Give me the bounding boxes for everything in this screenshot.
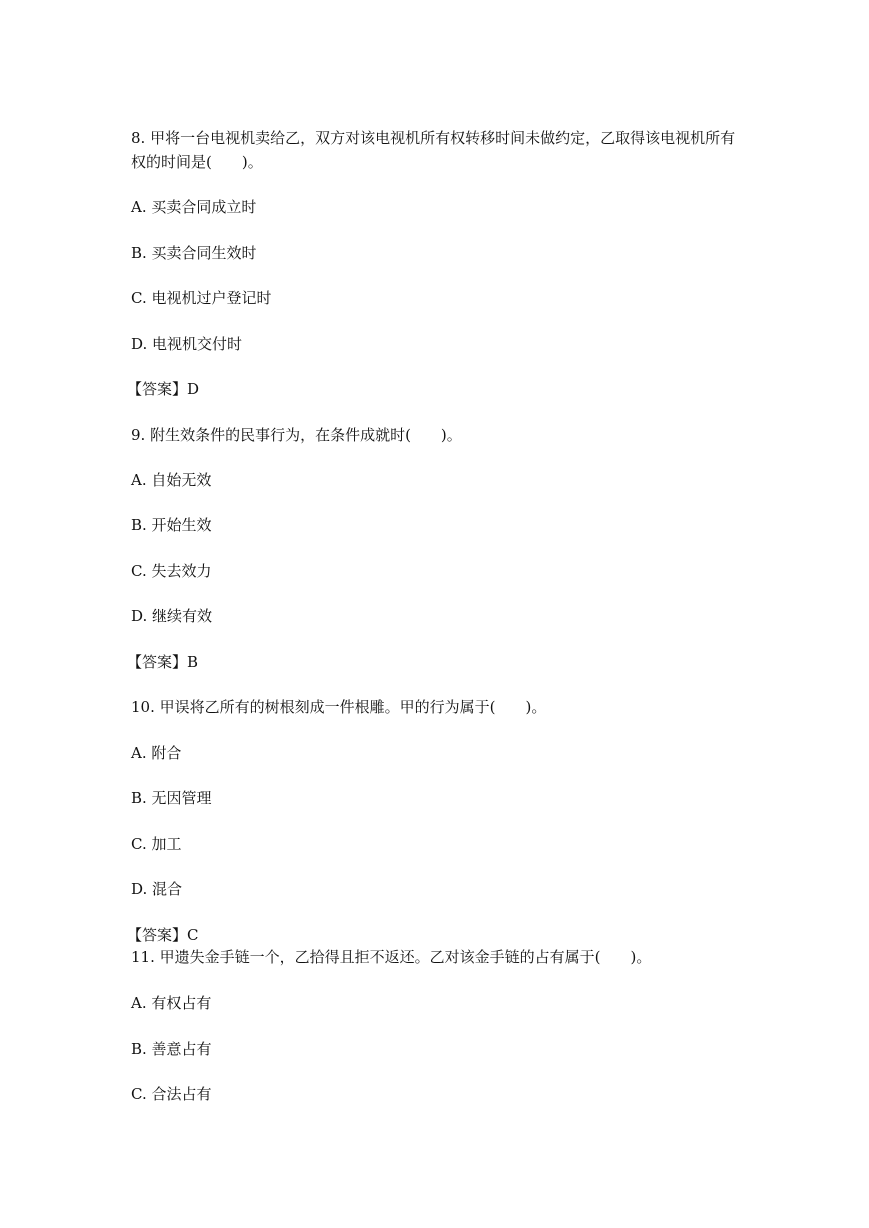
- question-9-answer: 【答案】B: [127, 653, 199, 671]
- question-8-stem-line-1: 8. 甲将一台电视机卖给乙，双方对该电视机所有权转移时间未做约定，乙取得该电视机所有: [131, 129, 736, 147]
- question-11-option-a: A. 有权占有: [131, 994, 212, 1012]
- question-10-option-b: B. 无因管理: [131, 789, 212, 807]
- question-8-stem-line-2: 权的时间是( )。: [131, 153, 263, 171]
- question-8-option-c: C. 电视机过户登记时: [131, 289, 272, 307]
- question-8-option-d: D. 电视机交付时: [131, 335, 243, 353]
- question-10-stem: 10. 甲误将乙所有的树根刻成一件根雕。甲的行为属于( )。: [131, 698, 547, 716]
- question-8-option-b: B. 买卖合同生效时: [131, 244, 257, 262]
- question-11-option-c: C. 合法占有: [131, 1085, 212, 1103]
- question-9-option-c: C. 失去效力: [131, 562, 212, 580]
- question-10-option-c: C. 加工: [131, 835, 182, 853]
- question-10-option-a: A. 附合: [131, 744, 182, 762]
- question-10-answer: 【答案】C: [127, 926, 199, 944]
- question-8-answer: 【答案】D: [127, 380, 200, 398]
- question-9-stem: 9. 附生效条件的民事行为，在条件成就时( )。: [131, 426, 462, 444]
- question-8-option-a: A. 买卖合同成立时: [131, 198, 257, 216]
- question-9-option-b: B. 开始生效: [131, 516, 212, 534]
- question-9-option-d: D. 继续有效: [131, 607, 213, 625]
- question-10-option-d: D. 混合: [131, 880, 183, 898]
- question-11-stem: 11. 甲遗失金手链一个，乙拾得且拒不返还。乙对该金手链的占有属于( )。: [131, 948, 652, 966]
- question-11-option-b: B. 善意占有: [131, 1040, 212, 1058]
- question-9-option-a: A. 自始无效: [131, 471, 212, 489]
